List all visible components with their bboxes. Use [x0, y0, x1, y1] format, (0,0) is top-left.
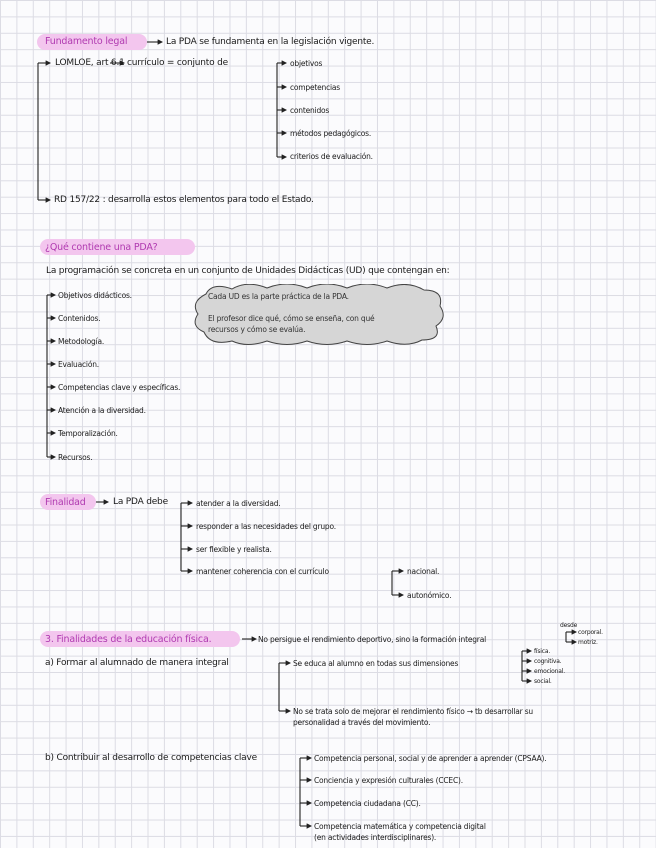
- section-heading-contenido: ¿Qué contiene una PDA?: [45, 242, 158, 253]
- curriculo-item: objetivos: [290, 59, 323, 68]
- finalidad-item: atender a la diversidad.: [196, 499, 281, 508]
- curriculo-item: criterios de evaluación.: [290, 152, 373, 161]
- ud-item: Atención a la diversidad.: [58, 406, 146, 415]
- finalidad-a-label: a) Formar al alumnado de manera integral: [45, 658, 229, 668]
- integral-desde: desde: [560, 622, 578, 629]
- ud-item: Objetivos didácticos.: [58, 291, 132, 300]
- section-heading-fundamento: Fundamento legal: [45, 36, 128, 47]
- ud-item: Evaluación.: [58, 360, 99, 369]
- curriculo-level: autonómico.: [407, 591, 452, 600]
- ud-item: Contenidos.: [58, 314, 101, 323]
- finalidades-lead: No persigue el rendimiento deportivo, sino la formación integral: [258, 635, 486, 644]
- curriculo-definition: currículo = conjunto de: [127, 58, 228, 68]
- finalidad-item: responder a las necesidades del grupo.: [196, 522, 336, 531]
- rd-reference: RD 157/22 : desarrolla estos elementos para todo el Estado.: [54, 195, 314, 205]
- dimension-item: emocional.: [534, 668, 565, 675]
- competencia-item: Conciencia y expresión culturales (CCEC).: [314, 776, 463, 785]
- finalidad-a-note: No se trata solo de mejorar el rendimiento físico → tb desarrollar su: [293, 707, 533, 716]
- finalidad-a-note: personalidad a través del movimiento.: [293, 718, 431, 727]
- ud-item: Competencias clave y específicas.: [58, 383, 181, 392]
- finalidad-b-label: b) Contribuir al desarrollo de competencias clave: [45, 753, 257, 763]
- dimension-item: social.: [534, 678, 552, 685]
- finalidad-a-text: Se educa al alumno en todas sus dimensiones: [293, 659, 459, 668]
- integral-item: corporal.: [578, 629, 603, 636]
- competencia-item: Competencia matemática y competencia digital: [314, 822, 486, 831]
- law-reference: LOMLOE, art 6.1: [55, 58, 125, 68]
- section-heading-finalidad: Finalidad: [45, 497, 86, 508]
- contenido-lead: La programación se concreta en un conjunto de Unidades Didácticas (UD) que contengan en:: [46, 266, 450, 276]
- dimension-item: cognitiva.: [534, 658, 562, 665]
- section-heading-finalidades-ef: 3. Finalidades de la educación física.: [45, 634, 212, 645]
- curriculo-level: nacional.: [407, 567, 440, 576]
- integral-item: motriz.: [578, 639, 598, 646]
- cloud-text-line: recursos y cómo se evalúa.: [208, 325, 306, 334]
- finalidad-item: ser flexible y realista.: [196, 545, 272, 554]
- cloud-text-line: Cada UD es la parte práctica de la PDA.: [208, 292, 349, 301]
- competencia-item: Competencia personal, social y de aprender a aprender (CPSAA).: [314, 754, 547, 763]
- competencia-note: (en actividades interdisciplinares).: [314, 833, 437, 842]
- ud-item: Temporalización.: [58, 429, 118, 438]
- curriculo-item: competencias: [290, 83, 341, 92]
- ud-item: Metodología.: [58, 337, 105, 346]
- curriculo-item: contenidos: [290, 106, 330, 115]
- dimension-item: física.: [534, 648, 551, 655]
- finalidad-item: mantener coherencia con el currículo: [196, 567, 329, 576]
- cloud-text-line: El profesor dice qué, cómo se enseña, con qué: [208, 314, 375, 323]
- curriculo-item: métodos pedagógicos.: [290, 129, 372, 138]
- finalidad-lead: La PDA debe: [113, 497, 168, 507]
- fundamento-lead: La PDA se fundamenta en la legislación vigente.: [166, 37, 375, 47]
- ud-item: Recursos.: [58, 453, 93, 462]
- competencia-item: Competencia ciudadana (CC).: [314, 799, 421, 808]
